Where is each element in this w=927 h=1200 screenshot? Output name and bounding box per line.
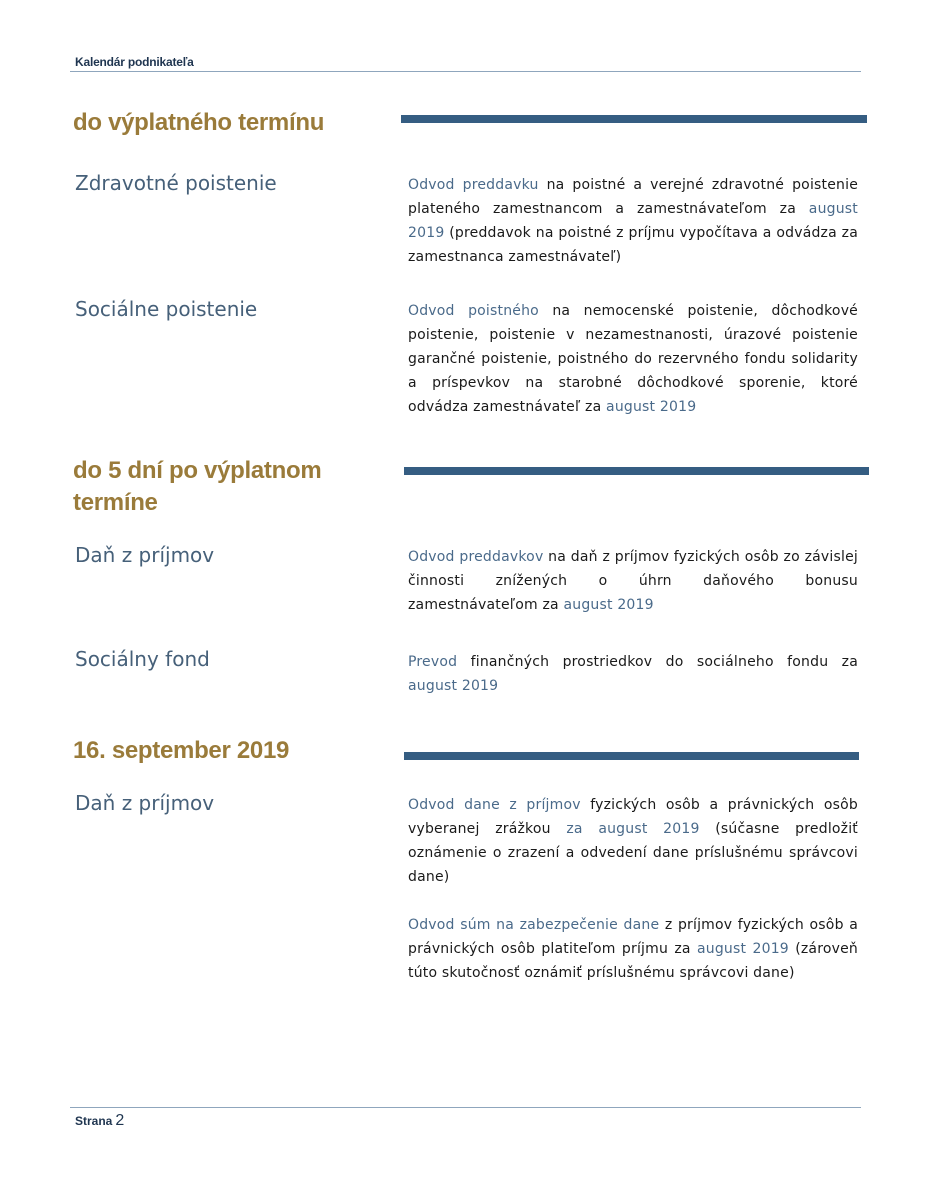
highlighted-text: august 2019 <box>408 201 858 241</box>
item-description <box>408 793 858 889</box>
item-description <box>408 913 858 985</box>
section-title: do 5 dní po výplatnom termíne <box>73 457 322 516</box>
section-bar <box>404 467 869 475</box>
body-text: na poistné a verejné zdravotné poistenie plateného zamestnancom a zamestnávateľom za <box>408 177 859 217</box>
item-label: Daň z príjmov <box>75 791 215 815</box>
body-text: (súčasne predložiť oznámenie o zrazení a odvedení dane príslušnému správcovi dane) <box>408 821 858 885</box>
footer-divider <box>70 1107 861 1108</box>
section-bar <box>401 115 867 123</box>
highlighted-text: Odvod preddavkov <box>408 549 544 565</box>
highlighted-text: Odvod preddavku <box>408 177 539 193</box>
page-label: Strana <box>75 1114 113 1128</box>
highlighted-text: za august 2019 <box>566 821 700 837</box>
section-title: 16. september 2019 <box>73 737 290 764</box>
item-label: Zdravotné poistenie <box>75 171 277 195</box>
body-text: (zároveň túto skutočnosť oznámiť príslušnému správcovi dane) <box>408 941 858 981</box>
body-text: z príjmov fyzických osôb a právnických osôb platiteľom príjmu za <box>408 917 858 957</box>
highlighted-text: august 2019 <box>563 597 654 613</box>
body-text: finančných prostriedkov do sociálneho fondu za <box>457 654 858 670</box>
page-footer <box>75 1112 124 1130</box>
page-number: 2 <box>115 1112 125 1129</box>
item-description <box>408 650 858 698</box>
highlighted-text: Odvod súm na zabezpečenie dane <box>408 917 660 933</box>
highlighted-text: august 2019 <box>696 941 789 957</box>
body-text: fyzických osôb a právnických osôb vyberanej zrážkou <box>408 797 858 837</box>
body-text: na nemocenské poistenie, dôchodkové poistenie, poistenie v nezamestnanosti, úrazové poistenie garančné poistenie, poistného do rezervného fondu solidarity a príspevkov na starobné dôchodkové sporenie, ktoré odvádza zamestnávateľ za <box>408 303 858 415</box>
item-description <box>408 545 858 617</box>
item-label: Daň z príjmov <box>75 543 215 567</box>
highlighted-text: Prevod <box>408 654 458 670</box>
section-title: do výplatného termínu <box>73 109 325 136</box>
item-description <box>408 173 858 269</box>
highlighted-text: august 2019 <box>408 678 499 694</box>
section-bar <box>404 752 859 760</box>
body-text: (preddavok na poistné z príjmu vypočítava a odvádza za zamestnanca zamestnávateľ) <box>408 225 858 265</box>
highlighted-text: Odvod dane z príjmov <box>408 797 581 813</box>
body-text: na daň z príjmov fyzických osôb zo závislej činnosti znížených o úhrn daňového bonusu zamestnávateľom za <box>408 549 858 613</box>
item-label: Sociálny fond <box>75 647 210 671</box>
highlighted-text: august 2019 <box>606 399 697 415</box>
item-label: Sociálne poistenie <box>75 297 258 321</box>
document-title: Kalendár podnikateľa <box>75 55 194 69</box>
header-divider <box>70 71 861 72</box>
item-description <box>408 299 858 419</box>
highlighted-text: Odvod poistného <box>408 303 539 319</box>
